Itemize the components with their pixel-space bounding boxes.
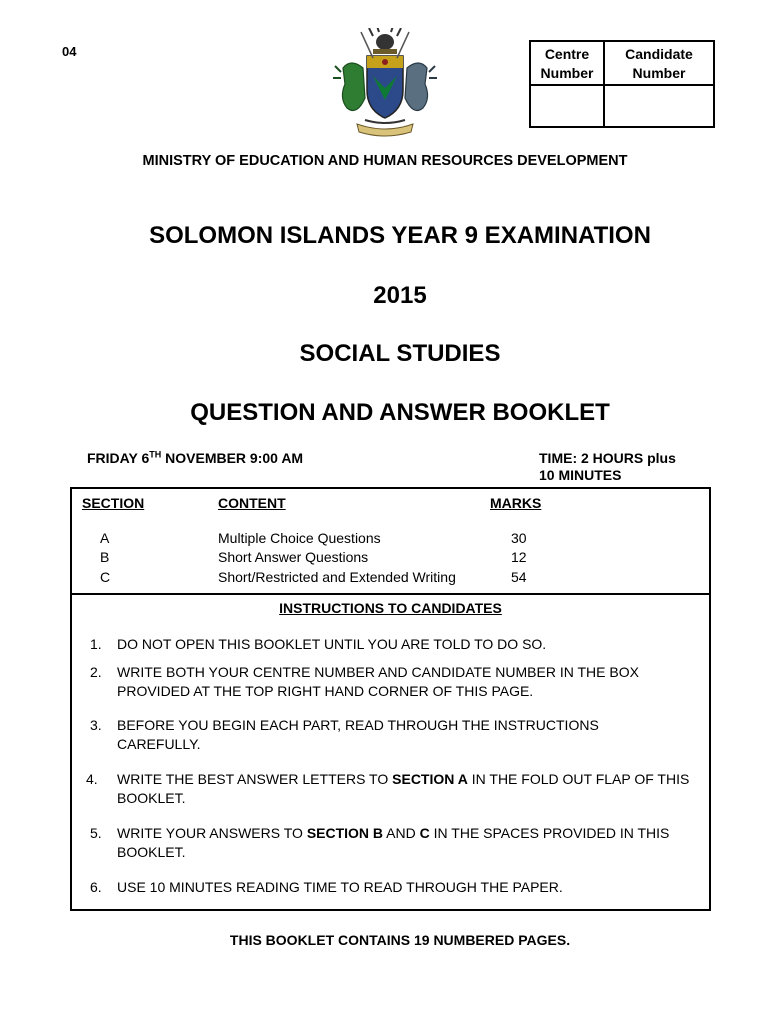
table-divider <box>72 593 709 595</box>
section-content: Short/Restricted and Extended Writing <box>218 569 456 585</box>
centre-number-column <box>531 42 605 126</box>
instruction-number: 2. <box>90 664 102 680</box>
section-marks: 12 <box>511 549 527 565</box>
subject-title: SOCIAL STUDIES <box>299 340 501 367</box>
instruction-emphasis: SECTION B <box>306 825 384 841</box>
marks-header: MARKS <box>490 495 542 511</box>
instruction-number: 3. <box>90 717 102 733</box>
candidate-number-box <box>529 40 715 128</box>
paper-code: 04 <box>62 44 77 59</box>
instruction-text-part: IN THE FOLD OUT FLAP OF THIS BOOKLET. <box>117 771 690 806</box>
candidate-number-label: Candidate Number <box>605 42 713 86</box>
instructions-title: INSTRUCTIONS TO CANDIDATES <box>279 600 502 616</box>
date-suffix: TH <box>149 449 162 460</box>
section-letter: A <box>100 530 110 546</box>
section-content: Multiple Choice Questions <box>218 530 381 546</box>
instruction-text-part: WRITE THE BEST ANSWER LETTERS TO <box>117 771 393 787</box>
instruction-number: 5. <box>90 825 102 841</box>
instruction-number: 6. <box>90 879 102 895</box>
instruction-text: WRITE BOTH YOUR CENTRE NUMBER AND CANDIDATE NUMBER IN THE BOX PROVIDED AT THE TOP RIGHT HAND CORNER OF THIS PAGE. <box>117 664 639 699</box>
time-line-2: 10 MINUTES <box>539 467 622 483</box>
instruction-text <box>117 770 703 808</box>
instruction-text-part: WRITE YOUR ANSWERS TO <box>117 825 307 841</box>
centre-number-label: Centre Number <box>531 42 603 86</box>
section-marks: 54 <box>511 569 527 585</box>
time-line-1: TIME: 2 HOURS plus <box>539 450 676 466</box>
section-content: Short Answer Questions <box>218 549 369 565</box>
ministry-heading: MINISTRY OF EDUCATION AND HUMAN RESOURCES DEVELOPMENT <box>142 153 628 169</box>
instruction-text-part: IN THE SPACES PROVIDED IN THIS BOOKLET. <box>117 825 670 860</box>
instruction-emphasis: C <box>419 825 430 841</box>
instruction-number: 1. <box>90 636 102 652</box>
candidate-number-column <box>605 42 713 126</box>
instruction-text: USE 10 MINUTES READING TIME TO READ THROUGH THE PAPER. <box>117 879 563 895</box>
exam-title: SOLOMON ISLANDS YEAR 9 EXAMINATION <box>149 222 651 249</box>
date-rest: NOVEMBER 9:00 AM <box>161 450 304 466</box>
section-letter: C <box>100 569 111 585</box>
section-header: SECTION <box>82 495 145 511</box>
coat-of-arms-icon <box>333 28 437 140</box>
exam-time <box>539 450 676 484</box>
section-letter: B <box>100 549 110 565</box>
instruction-text-part: AND <box>383 825 420 841</box>
instruction-number: 4. <box>86 771 98 787</box>
instruction-text: BEFORE YOU BEGIN EACH PART, READ THROUGH THE INSTRUCTIONS CAREFULLY. <box>117 717 599 752</box>
exam-year: 2015 <box>373 282 427 309</box>
page-count-note: THIS BOOKLET CONTAINS 19 NUMBERED PAGES. <box>229 932 571 948</box>
exam-info-box <box>70 487 711 911</box>
exam-date <box>87 450 303 466</box>
instruction-text <box>117 824 687 862</box>
instruction-text: DO NOT OPEN THIS BOOKLET UNTIL YOU ARE TOLD TO DO SO. <box>117 636 547 652</box>
booklet-title: QUESTION AND ANSWER BOOKLET <box>190 399 610 426</box>
content-header: CONTENT <box>218 495 286 511</box>
section-marks: 30 <box>511 530 527 546</box>
instruction-emphasis: SECTION A <box>392 771 468 787</box>
date-day: FRIDAY 6 <box>87 450 150 466</box>
